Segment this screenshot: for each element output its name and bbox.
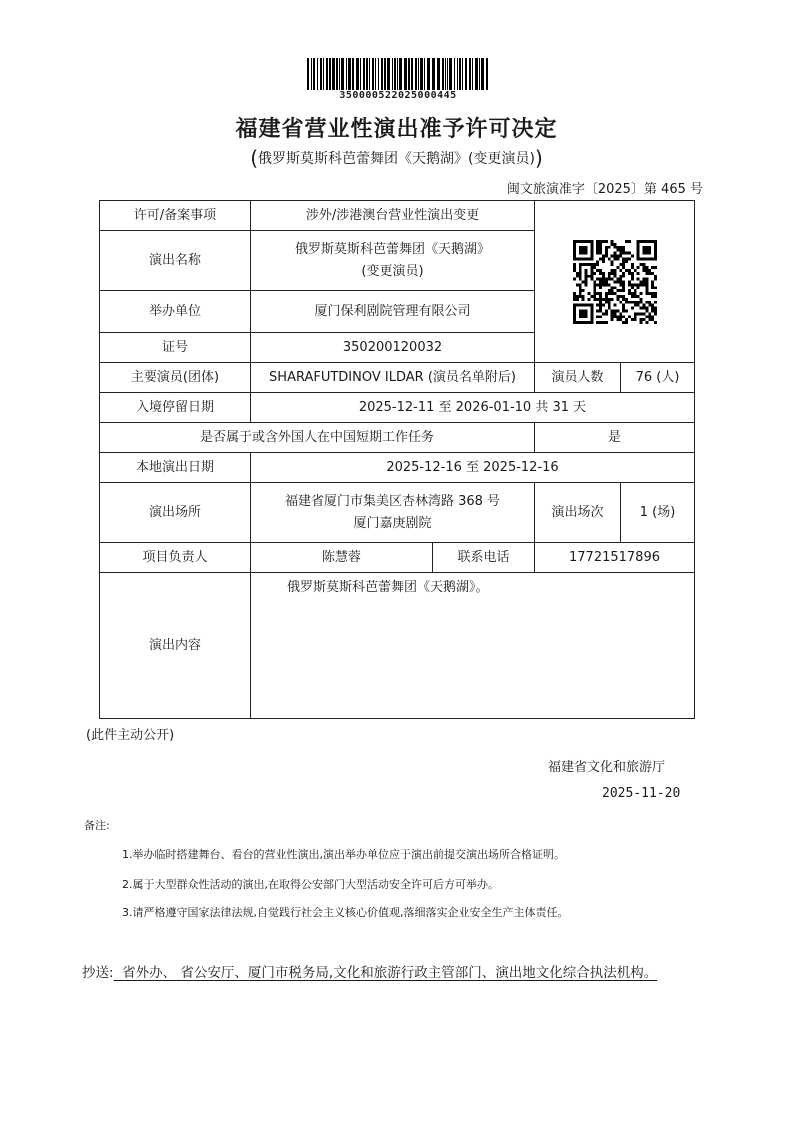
subtitle-close-paren: )	[534, 146, 543, 170]
venue-label: 演出场所	[100, 483, 251, 543]
foreign-work-label: 是否属于或含外国人在中国短期工作任务	[100, 423, 535, 453]
content-value: 俄罗斯莫斯科芭蕾舞团《天鹅湖》。	[251, 573, 695, 719]
organizer-value: 厦门保利剧院管理有限公司	[251, 291, 535, 333]
venue-line1: 福建省厦门市集美区杏林湾路 368 号	[284, 493, 501, 509]
foreign-work-value: 是	[535, 423, 695, 453]
cc-label: 抄送:	[82, 965, 114, 981]
performer-label: 主要演员(团体)	[100, 363, 251, 393]
qr-code-cell	[535, 201, 695, 363]
sessions-value: 1 (场)	[621, 483, 695, 543]
issuer: 福建省文化和旅游厅	[548, 760, 666, 775]
manager-label: 项目负责人	[100, 543, 251, 573]
stay-label: 入境停留日期	[100, 393, 251, 423]
local-date-value: 2025-12-16 至 2025-12-16	[251, 453, 695, 483]
local-date-label: 本地演出日期	[100, 453, 251, 483]
subtitle-text: 俄罗斯莫斯科芭蕾舞团《天鹅湖》(变更演员)	[258, 151, 535, 167]
qr-code	[573, 240, 657, 324]
permit-table	[99, 200, 695, 719]
manager-value: 陈慧蓉	[251, 543, 433, 573]
venue-line2: 厦门嘉庚剧院	[353, 515, 432, 531]
stay-value: 2025-12-11 至 2026-01-10 共 31 天	[251, 393, 695, 423]
show-name-value	[251, 231, 535, 291]
permit-type-label: 许可/备案事项	[100, 201, 251, 231]
show-name-line2: (变更演员)	[361, 263, 424, 279]
document-subtitle	[0, 146, 793, 170]
phone-value: 17721517896	[535, 543, 695, 573]
document-number: 闽文旅演准字〔2025〕第 465 号	[506, 182, 703, 197]
license-label: 证号	[100, 333, 251, 363]
content-label: 演出内容	[100, 573, 251, 719]
notes-label: 备注:	[84, 819, 110, 832]
barcode	[305, 58, 491, 90]
barcode-number: 350000522025000445	[339, 90, 457, 101]
performer-count-value: 76 (人)	[621, 363, 695, 393]
issue-date: 2025-11-20	[602, 786, 681, 801]
organizer-label: 举办单位	[100, 291, 251, 333]
show-name-line1: 俄罗斯莫斯科芭蕾舞团《天鹅湖》	[295, 241, 491, 257]
public-note: (此件主动公开)	[86, 728, 175, 743]
cc-list	[82, 960, 716, 986]
show-name-label: 演出名称	[100, 231, 251, 291]
venue-value	[251, 483, 535, 543]
note-item: 2.属于大型群众性活动的演出,在取得公安部门大型活动安全许可后方可举办。	[122, 878, 499, 891]
license-value: 350200120032	[251, 333, 535, 363]
subtitle-open-paren: (	[250, 146, 259, 170]
phone-label: 联系电话	[433, 543, 535, 573]
performer-count-label: 演员人数	[535, 363, 621, 393]
document-title: 福建省营业性演出准予许可决定	[235, 116, 558, 142]
permit-type-value: 涉外/涉港澳台营业性演出变更	[251, 201, 535, 231]
performer-value: SHARAFUTDINOV ILDAR (演员名单附后)	[251, 363, 535, 393]
cc-recipients: 省外办、 省公安厅、厦门市税务局,文化和旅游行政主管部门、演出地文化综合执法机构。	[113, 965, 658, 981]
sessions-label: 演出场次	[535, 483, 621, 543]
note-item: 3.请严格遵守国家法律法规,自觉践行社会主义核心价值观,落细落实企业安全生产主体责任。	[122, 906, 569, 919]
note-item: 1.举办临时搭建舞台、看台的营业性演出,演出举办单位应于演出前提交演出场所合格证明。	[122, 848, 565, 861]
